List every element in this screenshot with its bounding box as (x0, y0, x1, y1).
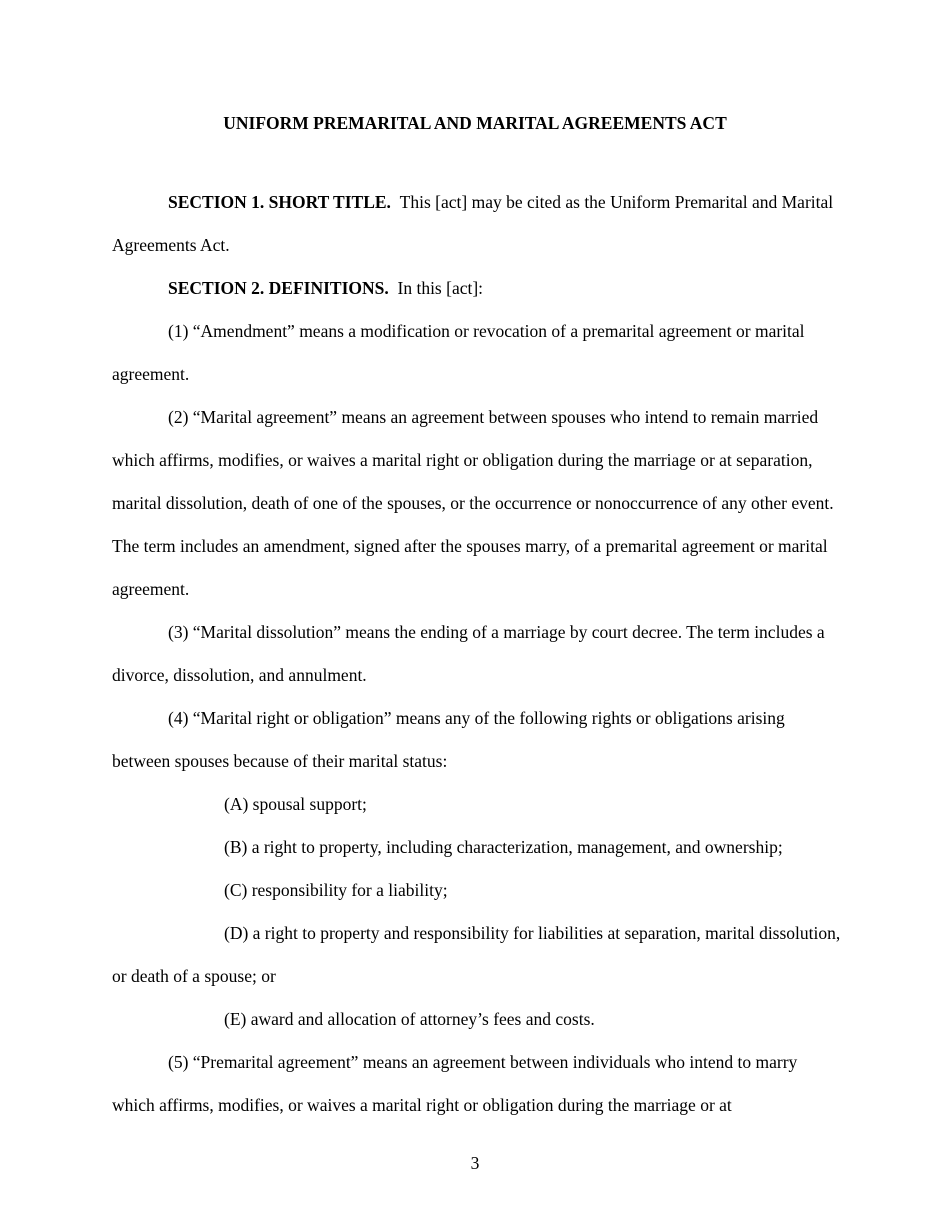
page-number: 3 (470, 1153, 480, 1173)
section-2-heading: SECTION 2. DEFINITIONS. (168, 278, 389, 298)
definition-marital-dissolution: (3) “Marital dissolution” means the ending of a marriage by court decree. The term includes a divorce, dissolution, and annulment. (112, 622, 825, 685)
section-1-heading: SECTION 1. SHORT TITLE. (168, 192, 391, 212)
subitem-d: (D) a right to property and responsibility for liabilities at separation, marital dissolution, or death of a spouse; or (112, 923, 841, 986)
section-2-intro: In this [act]: (397, 278, 484, 298)
definition-marital-agreement: (2) “Marital agreement” means an agreement between spouses who intend to remain married which affirms, modifies, or waives a marital right or obligation during the marriage or at separation, marital dissolution, death of one of the spouses, or the occurrence or nonoccurrence of any other event. The term includes an amendment, signed after the spouses marry, of a premarital agreement or marital agreement. (112, 407, 834, 599)
subitem-a: (A) spousal support; (224, 794, 367, 814)
subitem-e: (E) award and allocation of attorney’s fees and costs. (224, 1009, 595, 1029)
definition-amendment: (1) “Amendment” means a modification or revocation of a premarital agreement or marital agreement. (112, 321, 805, 384)
document-title: UNIFORM PREMARITAL AND MARITAL AGREEMENTS ACT (223, 113, 727, 133)
subitem-b: (B) a right to property, including characterization, management, and ownership; (224, 837, 783, 857)
section-2 (112, 267, 842, 310)
section-1-text: This [act] may be cited as the Uniform Premarital and Marital Agreements Act. (112, 192, 834, 255)
definition-premarital-agreement: (5) “Premarital agreement” means an agreement between individuals who intend to marry which affirms, modifies, or waives a marital right or obligation during the marriage or at (112, 1052, 798, 1115)
definition-marital-right-or-obligation: (4) “Marital right or obligation” means any of the following rights or obligations arising between spouses because of their marital status: (112, 708, 785, 771)
subitem-c: (C) responsibility for a liability; (224, 880, 448, 900)
document-body (112, 181, 842, 1127)
section-1 (112, 181, 842, 267)
